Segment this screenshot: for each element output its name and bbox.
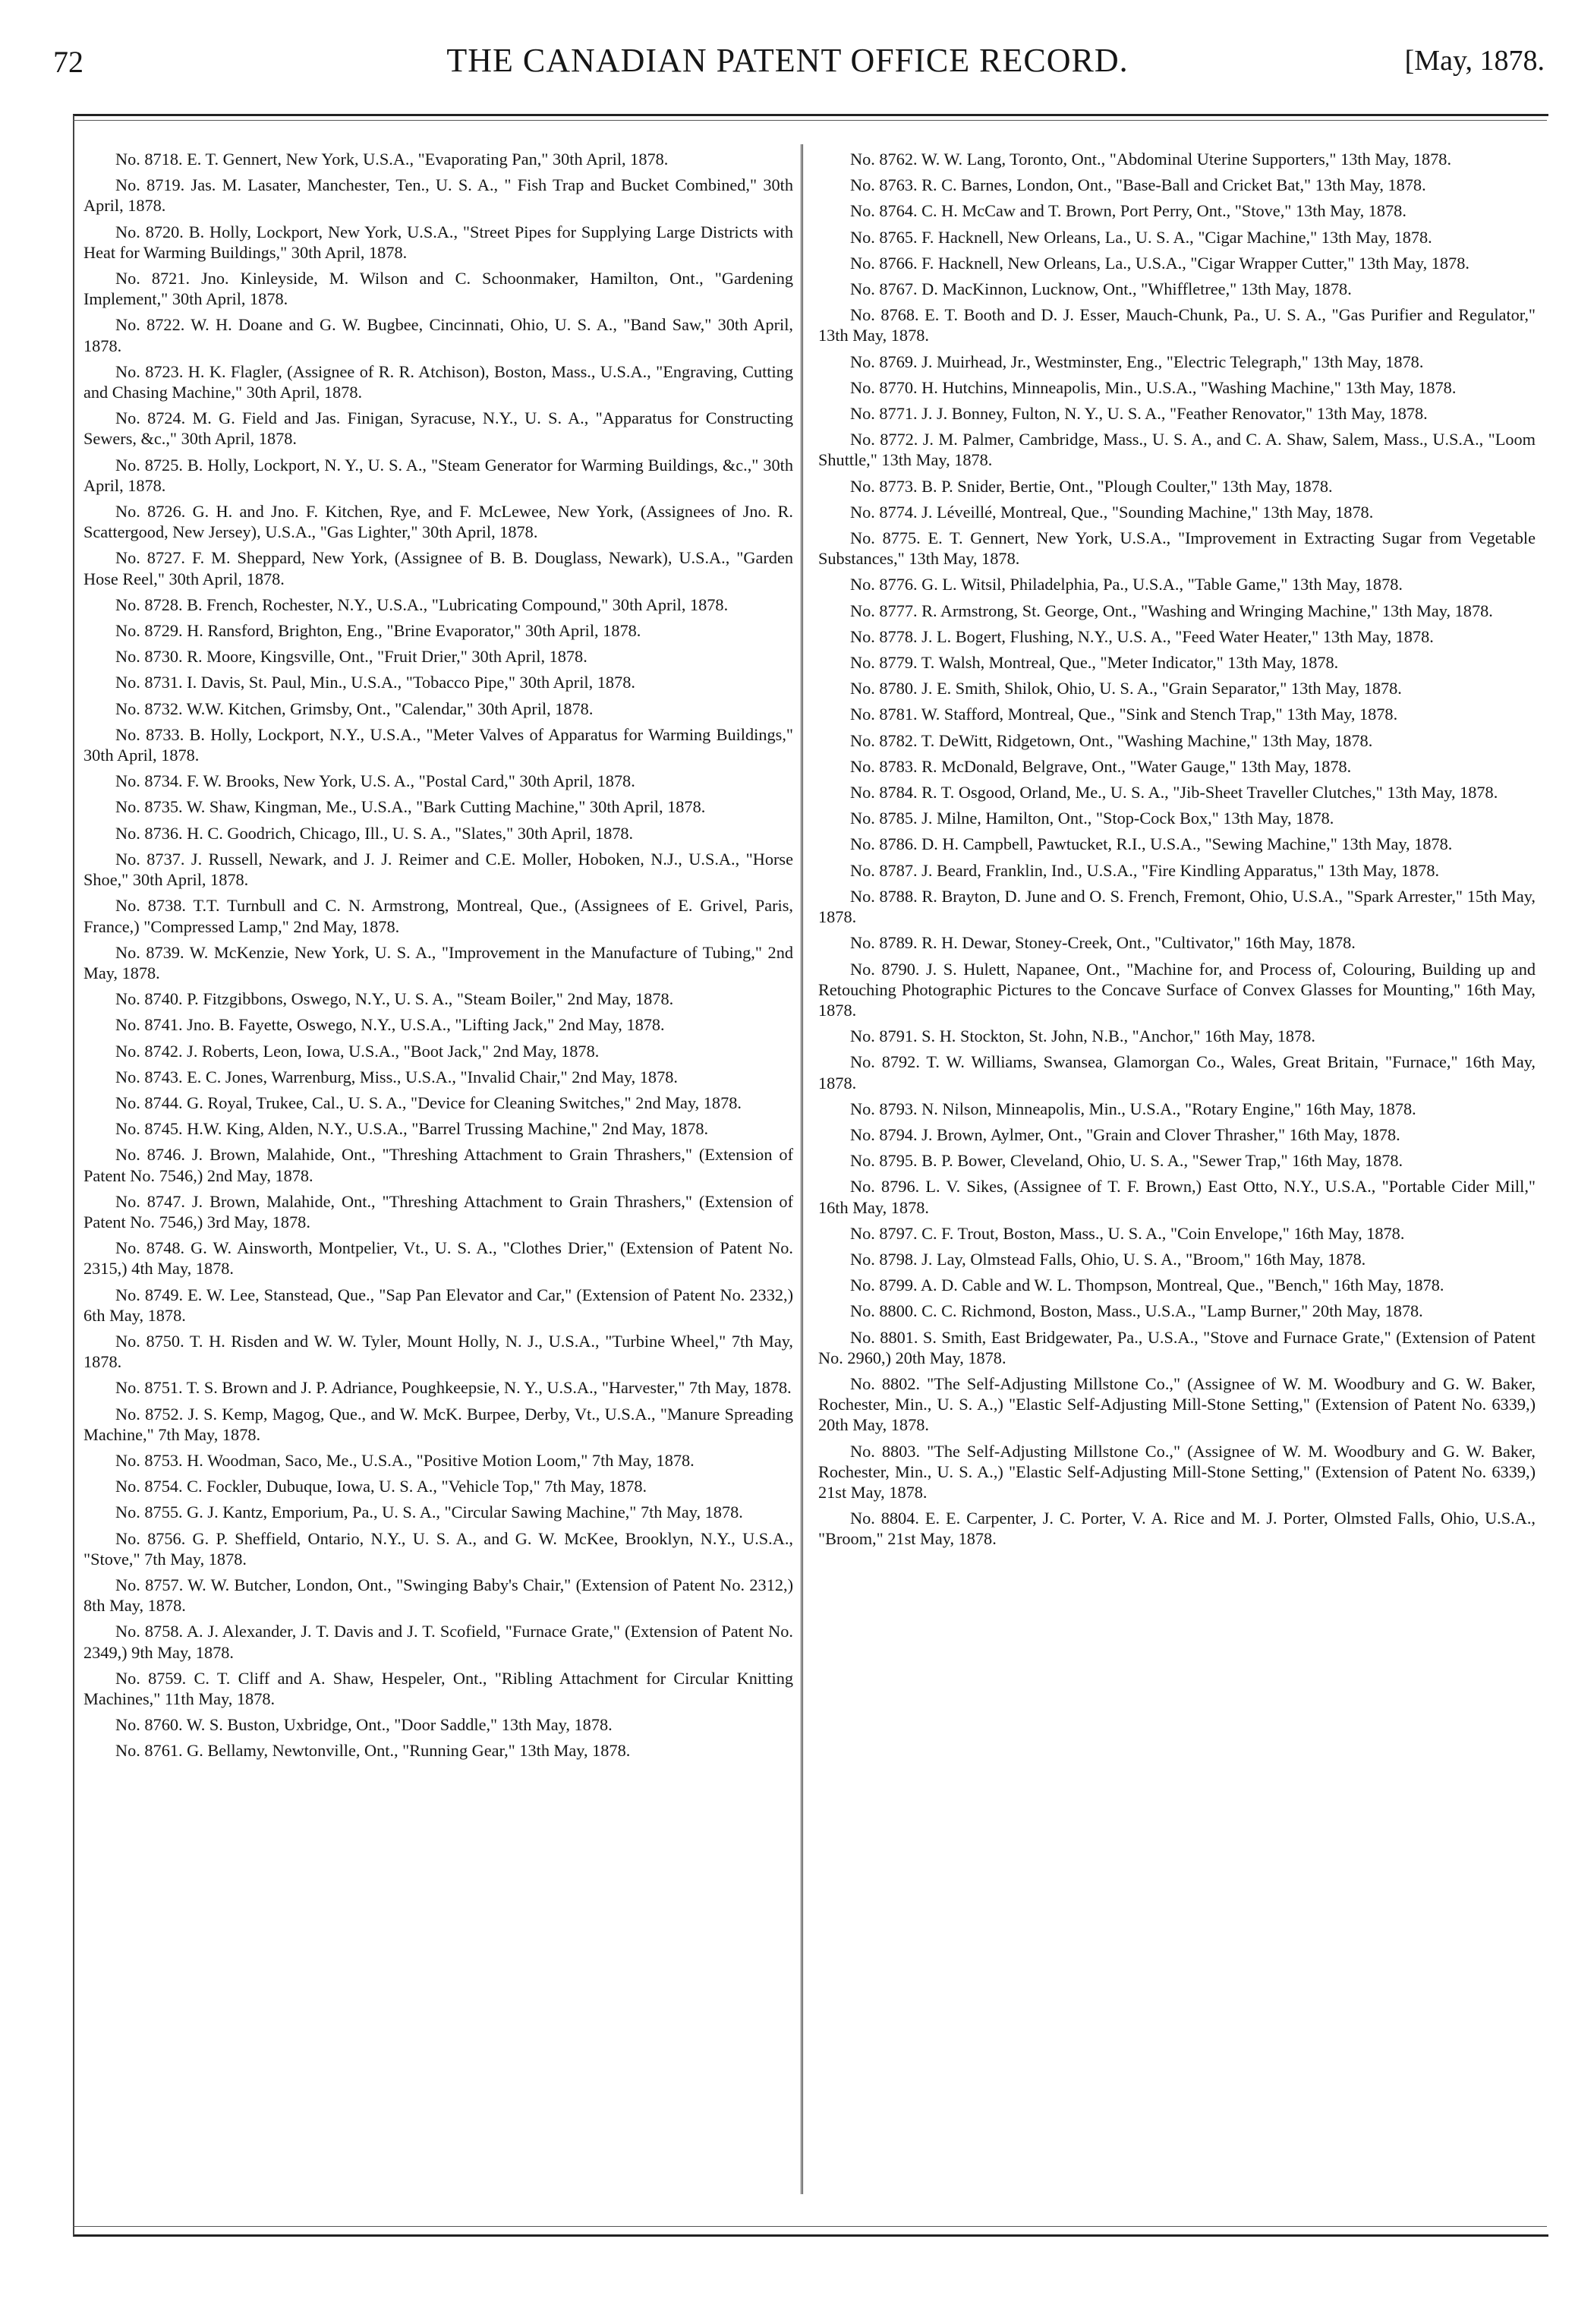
- patent-entry: No. 8785. J. Milne, Hamilton, Ont., "Stop-Cock Box," 13th May, 1878.: [850, 809, 1334, 828]
- patent-entry: No. 8802. "The Self-Adjusting Millstone Co.," (Assignee of W. M. Woodbury and G. W. Baker, Rochester, Min., U. S. A.,) "Elastic Self-Adjusting Mill-Stone Setting," (Extension of Patent No. 6339,) 20th May, 1878.: [818, 1373, 1536, 1435]
- patent-entry: No. 8732. W.W. Kitchen, Grimsby, Ont., "Calendar," 30th April, 1878.: [115, 698, 594, 718]
- patent-entry: No. 8751. T. S. Brown and J. P. Adriance, Poughkeepsie, N. Y., U.S.A., "Harvester," 7th May, 1878.: [115, 1378, 792, 1398]
- patent-entry: No. 8784. R. T. Osgood, Orland, Me., U. S. A., "Jib-Sheet Traveller Clutches," 13th May, 1878.: [850, 783, 1498, 803]
- patent-entry: No. 8775. E. T. Gennert, New York, U.S.A., "Improvement in Extracting Sugar from Vegetable Substances," 13th May, 1878.: [818, 528, 1536, 569]
- right-column: [818, 149, 1536, 1555]
- patent-entry: No. 8736. H. C. Goodrich, Chicago, Ill., U. S. A., "Slates," 30th April, 1878.: [115, 823, 634, 843]
- patent-entry: No. 8735. W. Shaw, Kingman, Me., U.S.A., "Bark Cutting Machine," 30th April, 1878.: [115, 797, 706, 817]
- patent-entry: No. 8722. W. H. Doane and G. W. Bugbee, Cincinnati, Ohio, U. S. A., "Band Saw," 30th April, 1878.: [83, 315, 793, 355]
- patent-entry: No. 8743. E. C. Jones, Warrenburg, Miss., U.S.A., "Invalid Chair," 2nd May, 1878.: [115, 1067, 678, 1086]
- patent-entry: No. 8782. T. DeWitt, Ridgetown, Ont., "Washing Machine," 13th May, 1878.: [850, 730, 1373, 750]
- patent-entry: No. 8756. G. P. Sheffield, Ontario, N.Y., U. S. A., and G. W. McKee, Brooklyn, N.Y., U.S.A., "Stove," 7th May, 1878.: [83, 1528, 793, 1569]
- patent-entry: No. 8754. C. Fockler, Dubuque, Iowa, U. S. A., "Vehicle Top," 7th May, 1878.: [115, 1477, 647, 1496]
- patent-entry: No. 8757. W. W. Butcher, London, Ont., "Swinging Baby's Chair," (Extension of Patent No. 2312,) 8th May, 1878.: [83, 1575, 793, 1616]
- patent-entry: No. 8737. J. Russell, Newark, and J. J. Reimer and C.E. Moller, Hoboken, N.J., U.S.A., "Horse Shoe," 30th April, 1878.: [83, 849, 793, 890]
- patent-entry: No. 8749. E. W. Lee, Stanstead, Que., "Sap Pan Elevator and Car," (Extension of Patent No. 2332,) 6th May, 1878.: [83, 1285, 793, 1325]
- patent-entry: No. 8766. F. Hacknell, New Orleans, La., U.S.A., "Cigar Wrapper Cutter," 13th May, 1878.: [850, 253, 1469, 273]
- patent-entry: No. 8773. B. P. Snider, Bertie, Ont., "Plough Coulter," 13th May, 1878.: [850, 476, 1333, 496]
- patent-entry: No. 8768. E. T. Booth and D. J. Esser, Mauch-Chunk, Pa., U. S. A., "Gas Purifier and Regulator," 13th May, 1878.: [818, 305, 1536, 345]
- patent-entry: No. 8799. A. D. Cable and W. L. Thompson, Montreal, Que., "Bench," 16th May, 1878.: [850, 1276, 1444, 1295]
- issue-date: [May, 1878.: [1404, 45, 1545, 77]
- patent-entry: No. 8760. W. S. Buston, Uxbridge, Ont., "Door Saddle," 13th May, 1878.: [115, 1715, 613, 1735]
- patent-entry: No. 8744. G. Royal, Trukee, Cal., U. S. A., "Device for Cleaning Switches," 2nd May, 1878.: [115, 1093, 742, 1112]
- patent-entry: No. 8728. B. French, Rochester, N.Y., U.S.A., "Lubricating Compound," 30th April, 1878.: [115, 594, 729, 614]
- patent-entry: No. 8726. G. H. and Jno. F. Kitchen, Rye, and F. McLewee, New York, (Assignees of Jno. R. Scattergood, New Jersey), U.S.A., "Gas Lighter," 30th April, 1878.: [83, 502, 793, 542]
- patent-entry: No. 8767. D. MacKinnon, Lucknow, Ont., "Whiffletree," 13th May, 1878.: [850, 279, 1352, 299]
- patent-entry: No. 8797. C. F. Trout, Boston, Mass., U. S. A., "Coin Envelope," 16th May, 1878.: [850, 1223, 1405, 1243]
- patent-entry: No. 8777. R. Armstrong, St. George, Ont., "Washing and Wringing Machine," 13th May, 1878.: [850, 601, 1493, 620]
- patent-entry: No. 8718. E. T. Gennert, New York, U.S.A., "Evaporating Pan," 30th April, 1878.: [115, 150, 669, 169]
- patent-entry: No. 8741. Jno. B. Fayette, Oswego, N.Y., U.S.A., "Lifting Jack," 2nd May, 1878.: [115, 1015, 665, 1035]
- patent-entry: No. 8746. J. Brown, Malahide, Ont., "Threshing Attachment to Grain Thrashers," (Extension of Patent No. 7546,) 2nd May, 1878.: [83, 1145, 793, 1185]
- patent-entry: No. 8800. C. C. Richmond, Boston, Mass., U.S.A., "Lamp Burner," 20th May, 1878.: [850, 1301, 1423, 1321]
- page-title: THE CANADIAN PATENT OFFICE RECORD.: [446, 42, 1129, 79]
- patent-entry: No. 8753. H. Woodman, Saco, Me., U.S.A., "Positive Motion Loom," 7th May, 1878.: [115, 1450, 695, 1470]
- patent-entry: No. 8803. "The Self-Adjusting Millstone Co.," (Assignee of W. M. Woodbury and G. W. Baker, Rochester, Min., U. S. A.,) "Elastic Self-Adjusting Mill-Stone Setting," (Extension of Patent No. 6339,) 21st May, 1878.: [818, 1441, 1536, 1502]
- patent-entry: No. 8776. G. L. Witsil, Philadelphia, Pa., U.S.A., "Table Game," 13th May, 1878.: [850, 575, 1403, 594]
- patent-entry: No. 8738. T.T. Turnbull and C. N. Armstrong, Montreal, Que., (Assignees of E. Grivel, Paris, France,) "Compressed Lamp," 2nd May, 1878.: [83, 896, 793, 936]
- patent-entry: No. 8781. W. Stafford, Montreal, Que., "Sink and Stench Trap," 13th May, 1878.: [850, 705, 1398, 724]
- left-column: [83, 149, 793, 1767]
- patent-entry: No. 8755. G. J. Kantz, Emporium, Pa., U. S. A., "Circular Sawing Machine," 7th May, 1878.: [115, 1503, 743, 1522]
- patent-entry: No. 8765. F. Hacknell, New Orleans, La., U. S. A., "Cigar Machine," 13th May, 1878.: [850, 227, 1432, 247]
- patent-entry: No. 8724. M. G. Field and Jas. Finigan, Syracuse, N.Y., U. S. A., "Apparatus for Constructing Sewers, &c.," 30th April, 1878.: [83, 408, 793, 449]
- patent-entry: No. 8725. B. Holly, Lockport, N. Y., U. S. A., "Steam Generator for Warming Buildings, &c.," 30th April, 1878.: [83, 455, 793, 495]
- patent-entry: No. 8772. J. M. Palmer, Cambridge, Mass., U. S. A., and C. A. Shaw, Salem, Mass., U.S.A., "Loom Shuttle," 13th May, 1878.: [818, 430, 1536, 470]
- patent-entry: No. 8801. S. Smith, East Bridgewater, Pa., U.S.A., "Stove and Furnace Grate," (Extension of Patent No. 2960,) 20th May, 1878.: [818, 1327, 1536, 1367]
- patent-entry: No. 8769. J. Muirhead, Jr., Westminster, Eng., "Electric Telegraph," 13th May, 1878.: [850, 352, 1424, 371]
- patent-entry: No. 8780. J. E. Smith, Shilok, Ohio, U. S. A., "Grain Separator," 13th May, 1878.: [850, 679, 1402, 698]
- patent-entry: No. 8783. R. McDonald, Belgrave, Ont., "Water Gauge," 13th May, 1878.: [850, 756, 1352, 776]
- page-number: 72: [53, 45, 83, 79]
- patent-entry: No. 8804. E. E. Carpenter, J. C. Porter, V. A. Rice and M. J. Porter, Olmsted Falls, Ohio, U.S.A., "Broom," 21st May, 1878.: [818, 1509, 1536, 1549]
- patent-entry: No. 8790. J. S. Hulett, Napanee, Ont., "Machine for, and Process of, Colouring, Building up and Retouching Photographic Pictures to the Concave Surface of Convex Glasses for Mounting," 16th May, 1878.: [818, 959, 1536, 1020]
- page-header: [0, 0, 1575, 91]
- patent-entry: No. 8792. T. W. Williams, Swansea, Glamorgan Co., Wales, Great Britain, "Furnace," 16th May, 1878.: [818, 1052, 1536, 1093]
- patent-entry: No. 8745. H.W. King, Alden, N.Y., U.S.A., "Barrel Trussing Machine," 2nd May, 1878.: [115, 1119, 709, 1139]
- patent-entry: No. 8729. H. Ransford, Brighton, Eng., "Brine Evaporator," 30th April, 1878.: [115, 621, 641, 641]
- patent-entry: No. 8721. Jno. Kinleyside, M. Wilson and C. Schoonmaker, Hamilton, Ont., "Gardening Implement," 30th April, 1878.: [83, 269, 793, 309]
- patent-entry: No. 8720. B. Holly, Lockport, New York, U.S.A., "Street Pipes for Supplying Large Districts with Heat for Warming Buildings," 30th April, 1878.: [83, 222, 793, 262]
- patent-entry: No. 8747. J. Brown, Malahide, Ont., "Threshing Attachment to Grain Thrashers," (Extension of Patent No. 7546,) 3rd May, 1878.: [83, 1191, 793, 1231]
- patent-entry: No. 8762. W. W. Lang, Toronto, Ont., "Abdominal Uterine Supporters," 13th May, 1878.: [850, 150, 1452, 169]
- patent-entry: No. 8727. F. M. Sheppard, New York, (Assignee of B. B. Douglass, Newark), U.S.A., "Garden Hose Reel," 30th April, 1878.: [83, 548, 793, 588]
- frame-top-rule: [73, 120, 1547, 121]
- patent-entry: No. 8789. R. H. Dewar, Stoney-Creek, Ont., "Cultivator," 16th May, 1878.: [850, 933, 1356, 953]
- patent-entry: No. 8786. D. H. Campbell, Pawtucket, R.I., U.S.A., "Sewing Machine," 13th May, 1878.: [850, 834, 1453, 854]
- patent-entry: No. 8778. J. L. Bogert, Flushing, N.Y., U.S. A., "Feed Water Heater," 13th May, 1878.: [850, 626, 1434, 646]
- patent-entry: No. 8787. J. Beard, Franklin, Ind., U.S.A., "Fire Kindling Apparatus," 13th May, 1878.: [850, 860, 1440, 880]
- patent-entry: No. 8730. R. Moore, Kingsville, Ont., "Fruit Drier," 30th April, 1878.: [115, 647, 587, 667]
- patent-entry: No. 8793. N. Nilson, Minneapolis, Min., U.S.A., "Rotary Engine," 16th May, 1878.: [850, 1099, 1416, 1118]
- patent-entry: No. 8759. C. T. Cliff and A. Shaw, Hespeler, Ont., "Ribling Attachment for Circular Knitting Machines," 11th May, 1878.: [83, 1668, 793, 1708]
- patent-entry: No. 8798. J. Lay, Olmstead Falls, Ohio, U. S. A., "Broom," 16th May, 1878.: [850, 1249, 1366, 1269]
- patent-entry: No. 8750. T. H. Risden and W. W. Tyler, Mount Holly, N. J., U.S.A., "Turbine Wheel," 7th May, 1878.: [83, 1331, 793, 1372]
- patent-entry: No. 8764. C. H. McCaw and T. Brown, Port Perry, Ont., "Stove," 13th May, 1878.: [850, 201, 1406, 221]
- patent-entry: No. 8752. J. S. Kemp, Magog, Que., and W. McK. Burpee, Derby, Vt., U.S.A., "Manure Spreading Machine," 7th May, 1878.: [83, 1404, 793, 1444]
- patent-entry: No. 8795. B. P. Bower, Cleveland, Ohio, U. S. A., "Sewer Trap," 16th May, 1878.: [850, 1151, 1403, 1171]
- patent-entry: No. 8796. L. V. Sikes, (Assignee of T. F. Brown,) East Otto, N.Y., U.S.A., "Portable Cider Mill," 16th May, 1878.: [818, 1177, 1536, 1217]
- patent-entry: No. 8791. S. H. Stockton, St. John, N.B., "Anchor," 16th May, 1878.: [850, 1026, 1315, 1046]
- patent-entry: No. 8719. Jas. M. Lasater, Manchester, Ten., U. S. A., " Fish Trap and Bucket Combined," 30th April, 1878.: [83, 175, 793, 216]
- patent-entry: No. 8761. G. Bellamy, Newtonville, Ont., "Running Gear," 13th May, 1878.: [115, 1741, 631, 1761]
- frame-bottom-rule: [73, 2226, 1547, 2227]
- patent-entry: No. 8740. P. Fitzgibbons, Oswego, N.Y., U. S. A., "Steam Boiler," 2nd May, 1878.: [115, 989, 674, 1009]
- patent-entry: No. 8788. R. Brayton, D. June and O. S. French, Fremont, Ohio, U.S.A., "Spark Arrester," 15th May, 1878.: [818, 886, 1536, 927]
- patent-entry: No. 8779. T. Walsh, Montreal, Que., "Meter Indicator," 13th May, 1878.: [850, 653, 1339, 673]
- patent-entry: No. 8748. G. W. Ainsworth, Montpelier, Vt., U. S. A., "Clothes Drier," (Extension of Patent No. 2315,) 4th May, 1878.: [83, 1238, 793, 1279]
- patent-entry: No. 8733. B. Holly, Lockport, N.Y., U.S.A., "Meter Valves of Apparatus for Warming Buildings," 30th April, 1878.: [83, 724, 793, 765]
- column-divider: [801, 144, 806, 2194]
- patent-entry: No. 8771. J. J. Bonney, Fulton, N. Y., U. S. A., "Feather Renovator," 13th May, 1878.: [850, 404, 1428, 424]
- patent-entry: No. 8723. H. K. Flagler, (Assignee of R. R. Atchison), Boston, Mass., U.S.A., "Engraving, Cutting and Chasing Machine," 30th April, 1878.: [83, 361, 793, 402]
- patent-entry: No. 8758. A. J. Alexander, J. T. Davis and J. T. Scofield, "Furnace Grate," (Extension of Patent No. 2349,) 9th May, 1878.: [83, 1622, 793, 1662]
- patent-entry: No. 8774. J. Léveillé, Montreal, Que., "Sounding Machine," 13th May, 1878.: [850, 502, 1374, 522]
- patent-entry: No. 8731. I. Davis, St. Paul, Min., U.S.A., "Tobacco Pipe," 30th April, 1878.: [115, 673, 635, 692]
- patent-entry: No. 8734. F. W. Brooks, New York, U.S. A., "Postal Card," 30th April, 1878.: [115, 771, 635, 791]
- patent-entry: No. 8739. W. McKenzie, New York, U. S. A., "Improvement in the Manufacture of Tubing," 2nd May, 1878.: [83, 942, 793, 982]
- patent-entry: No. 8763. R. C. Barnes, London, Ont., "Base-Ball and Cricket Bat," 13th May, 1878.: [850, 175, 1426, 195]
- patent-entry: No. 8794. J. Brown, Aylmer, Ont., "Grain and Clover Thrasher," 16th May, 1878.: [850, 1124, 1400, 1144]
- patent-entry: No. 8770. H. Hutchins, Minneapolis, Min., U.S.A., "Washing Machine," 13th May, 1878.: [850, 377, 1457, 397]
- patent-entry: No. 8742. J. Roberts, Leon, Iowa, U.S.A., "Boot Jack," 2nd May, 1878.: [115, 1041, 600, 1061]
